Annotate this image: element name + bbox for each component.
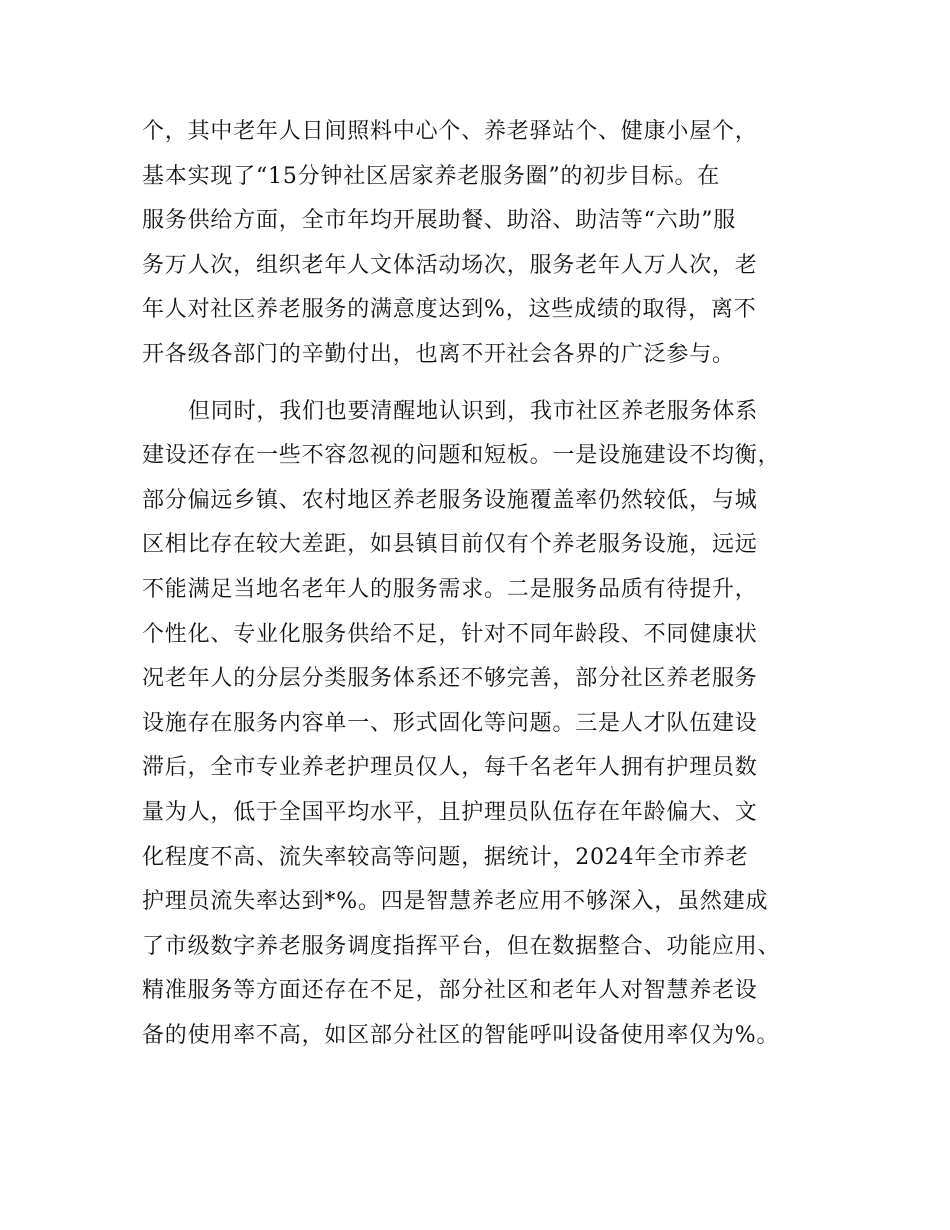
text-line: 不能满足当地名老年人的服务需求。二是服务品质有待提升， <box>142 576 758 602</box>
text-line: 服务供给方面，全市年均开展助餐、助浴、助洁等“六助”服 <box>142 208 737 234</box>
text-line: 护理员流失率达到*%。四是智慧养老应用不够深入，虽然建成 <box>142 889 769 915</box>
text-line: 了市级数字养老服务调度指挥平台，但在数据整合、功能应用、 <box>142 933 781 959</box>
text-line: 设施存在服务内容单一、形式固化等问题。三是人才队伍建设 <box>142 710 758 736</box>
text-line: 但同时，我们也要清醒地认识到，我市社区养老服务体系 <box>188 398 759 424</box>
text-line: 区相比存在较大差距，如县镇目前仅有个养老服务设施，远远 <box>142 532 758 558</box>
paragraph-2 <box>142 390 832 1059</box>
text-line: 年人对社区养老服务的满意度达到%，这些成绩的取得，离不 <box>142 297 757 323</box>
text-line: 况老年人的分层分类服务体系还不够完善，部分社区养老服务 <box>142 666 758 692</box>
text-line: 部分偏远乡镇、农村地区养老服务设施覆盖率仍然较低，与城 <box>142 487 758 513</box>
text-line: 量为人，低于全国平均水平，且护理员队伍存在年龄偏大、文 <box>142 799 758 825</box>
text-line: 备的使用率不高，如区部分社区的智能呼叫设备使用率仅为%。 <box>142 1022 780 1048</box>
paragraph-spacer <box>142 378 832 390</box>
text-line: 开各级各部门的辛勤付出，也离不开社会各界的广泛参与。 <box>142 341 735 367</box>
text-line: 滞后，全市专业养老护理员仅人，每千名老年人拥有护理员数 <box>142 755 758 781</box>
text-line: 基本实现了“15分钟社区居家养老服务圈”的初步目标。在 <box>142 163 721 189</box>
text-line: 建设还存在一些不容忽视的问题和短板。一是设施建设不均衡， <box>142 443 781 469</box>
text-line: 化程度不高、流失率较高等问题，据统计，2024年全市养老 <box>142 844 749 870</box>
text-line: 个，其中老年人日间照料中心个、养老驿站个、健康小屋个， <box>142 119 758 144</box>
text-line: 务万人次，组织老年人文体活动场次，服务老年人万人次，老 <box>142 252 758 278</box>
paragraph-1 <box>142 110 832 378</box>
text-line: 个性化、专业化服务供给不足，针对不同年龄段、不同健康状 <box>142 621 758 647</box>
text-line: 精准服务等方面还存在不足，部分社区和老年人对智慧养老设 <box>142 978 758 1004</box>
document-body <box>142 110 832 1058</box>
